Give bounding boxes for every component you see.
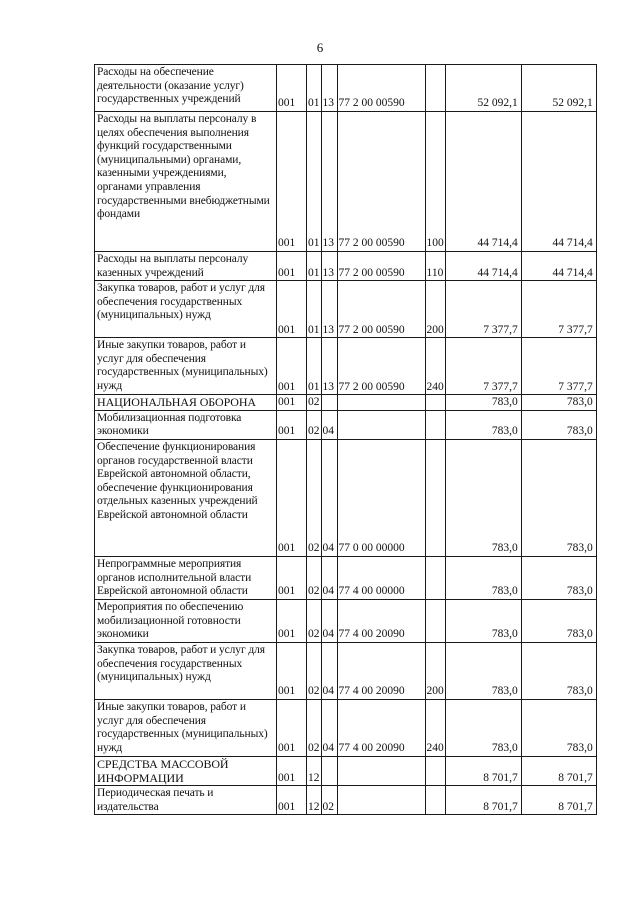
row-ministry-code-cell: 001 <box>277 395 307 411</box>
row-section-code-cell: 01 <box>307 281 322 338</box>
row-subsection-code-cell: 04 <box>321 699 337 756</box>
row-amount-year1-cell: 783,0 <box>445 410 521 439</box>
row-section-code-cell: 01 <box>307 338 322 395</box>
row-subsection-code-cell: 13 <box>321 65 337 112</box>
row-subsection-code-cell: 13 <box>321 112 337 252</box>
row-subsection-code-cell <box>321 756 337 785</box>
row-amount-year2-cell: 783,0 <box>521 439 596 556</box>
table-row <box>95 410 597 439</box>
row-amount-year1-cell: 7 377,7 <box>445 281 521 338</box>
table-row <box>95 65 597 112</box>
table-row <box>95 338 597 395</box>
row-expense-type-cell <box>425 599 445 642</box>
table-row <box>95 281 597 338</box>
row-target-article-cell <box>337 756 425 785</box>
row-amount-year2-cell: 44 714,4 <box>521 112 596 252</box>
row-subsection-code-cell: 04 <box>321 410 337 439</box>
row-amount-year1-cell: 44 714,4 <box>445 112 521 252</box>
row-target-article-cell: 77 0 00 00000 <box>337 439 425 556</box>
row-name-cell: Мероприятия по обеспечению мобилизационной готовности экономики <box>95 599 277 642</box>
row-expense-type-cell <box>425 439 445 556</box>
row-ministry-code-cell: 001 <box>277 65 307 112</box>
row-ministry-code-cell: 001 <box>277 699 307 756</box>
budget-table <box>94 64 597 815</box>
row-amount-year2-cell: 783,0 <box>521 410 596 439</box>
table-row <box>95 556 597 599</box>
row-ministry-code-cell: 001 <box>277 786 307 815</box>
row-amount-year2-cell: 783,0 <box>521 699 596 756</box>
row-ministry-code-cell: 001 <box>277 556 307 599</box>
row-name-cell: СРЕДСТВА МАССОВОЙ ИНФОРМАЦИИ <box>95 756 277 785</box>
row-ministry-code-cell: 001 <box>277 281 307 338</box>
row-target-article-cell: 77 2 00 00590 <box>337 338 425 395</box>
row-expense-type-cell <box>425 556 445 599</box>
table-row <box>95 439 597 556</box>
row-ministry-code-cell: 001 <box>277 756 307 785</box>
row-section-code-cell: 02 <box>307 395 322 411</box>
row-amount-year1-cell: 8 701,7 <box>445 786 521 815</box>
row-expense-type-cell <box>425 65 445 112</box>
row-name-cell: Закупка товаров, работ и услуг для обеспечения государственных (муниципальных) нужд <box>95 281 277 338</box>
row-target-article-cell <box>337 786 425 815</box>
row-ministry-code-cell: 001 <box>277 252 307 281</box>
row-subsection-code-cell: 04 <box>321 642 337 699</box>
row-ministry-code-cell: 001 <box>277 112 307 252</box>
row-target-article-cell: 77 4 00 20090 <box>337 699 425 756</box>
row-amount-year1-cell: 8 701,7 <box>445 756 521 785</box>
row-ministry-code-cell: 001 <box>277 642 307 699</box>
table-row <box>95 599 597 642</box>
row-expense-type-cell: 200 <box>425 642 445 699</box>
row-expense-type-cell <box>425 395 445 411</box>
row-subsection-code-cell: 02 <box>321 786 337 815</box>
row-name-cell: Обеспечение функционирования органов государственной власти Еврейской автономной области, обеспечение функционирования отдельных казенных учреждений Еврейской автономной области <box>95 439 277 556</box>
table-row <box>95 112 597 252</box>
row-amount-year1-cell: 783,0 <box>445 395 521 411</box>
row-name-cell: Иные закупки товаров, работ и услуг для обеспечения государственных (муниципальных) нужд <box>95 338 277 395</box>
row-expense-type-cell <box>425 786 445 815</box>
table-row <box>95 699 597 756</box>
row-name-cell: Закупка товаров, работ и услуг для обеспечения государственных (муниципальных) нужд <box>95 642 277 699</box>
row-target-article-cell: 77 2 00 00590 <box>337 65 425 112</box>
table-row <box>95 252 597 281</box>
row-subsection-code-cell: 13 <box>321 281 337 338</box>
row-subsection-code-cell: 04 <box>321 556 337 599</box>
row-ministry-code-cell: 001 <box>277 599 307 642</box>
row-section-code-cell: 02 <box>307 599 322 642</box>
row-expense-type-cell <box>425 756 445 785</box>
row-ministry-code-cell: 001 <box>277 439 307 556</box>
row-subsection-code-cell: 13 <box>321 252 337 281</box>
row-ministry-code-cell: 001 <box>277 410 307 439</box>
row-amount-year1-cell: 783,0 <box>445 599 521 642</box>
row-expense-type-cell: 240 <box>425 338 445 395</box>
row-name-cell: Мобилизационная подготовка экономики <box>95 410 277 439</box>
row-amount-year2-cell: 8 701,7 <box>521 786 596 815</box>
row-section-code-cell: 01 <box>307 112 322 252</box>
row-expense-type-cell <box>425 410 445 439</box>
page-number: 6 <box>316 40 324 55</box>
table-row <box>95 395 597 411</box>
row-amount-year2-cell: 783,0 <box>521 556 596 599</box>
row-amount-year1-cell: 783,0 <box>445 439 521 556</box>
row-name-cell: Непрограммные мероприятия органов исполнительной власти Еврейской автономной области <box>95 556 277 599</box>
row-name-cell: Расходы на обеспечение деятельности (оказание услуг) государственных учреждений <box>95 65 277 112</box>
row-amount-year2-cell: 44 714,4 <box>521 252 596 281</box>
row-section-code-cell: 02 <box>307 439 322 556</box>
table-row <box>95 756 597 785</box>
row-section-code-cell: 02 <box>307 410 322 439</box>
row-target-article-cell: 77 2 00 00590 <box>337 252 425 281</box>
row-amount-year1-cell: 783,0 <box>445 556 521 599</box>
row-amount-year2-cell: 7 377,7 <box>521 338 596 395</box>
row-section-code-cell: 02 <box>307 556 322 599</box>
row-subsection-code-cell <box>321 395 337 411</box>
row-subsection-code-cell: 13 <box>321 338 337 395</box>
row-amount-year1-cell: 7 377,7 <box>445 338 521 395</box>
row-amount-year2-cell: 7 377,7 <box>521 281 596 338</box>
table-body <box>95 65 597 815</box>
row-name-cell: Расходы на выплаты персоналу в целях обеспечения выполнения функций государственными (муниципальными) органами, казенными учреждениями, органами управления государственными внебюджетными фондами <box>95 112 277 252</box>
row-target-article-cell: 77 2 00 00590 <box>337 112 425 252</box>
row-amount-year1-cell: 783,0 <box>445 642 521 699</box>
row-amount-year2-cell: 52 092,1 <box>521 65 596 112</box>
row-name-cell: Расходы на выплаты персоналу казенных учреждений <box>95 252 277 281</box>
row-amount-year1-cell: 44 714,4 <box>445 252 521 281</box>
row-name-cell: Иные закупки товаров, работ и услуг для обеспечения государственных (муниципальных) нужд <box>95 699 277 756</box>
row-name-cell: Периодическая печать и издательства <box>95 786 277 815</box>
table-row <box>95 786 597 815</box>
row-amount-year2-cell: 783,0 <box>521 642 596 699</box>
row-expense-type-cell: 200 <box>425 281 445 338</box>
row-target-article-cell: 77 2 00 00590 <box>337 281 425 338</box>
row-section-code-cell: 12 <box>307 786 322 815</box>
row-target-article-cell: 77 4 00 00000 <box>337 556 425 599</box>
row-subsection-code-cell: 04 <box>321 599 337 642</box>
row-expense-type-cell: 240 <box>425 699 445 756</box>
row-section-code-cell: 01 <box>307 252 322 281</box>
row-section-code-cell: 01 <box>307 65 322 112</box>
row-expense-type-cell: 110 <box>425 252 445 281</box>
row-target-article-cell <box>337 410 425 439</box>
row-name-cell: НАЦИОНАЛЬНАЯ ОБОРОНА <box>95 395 277 411</box>
row-section-code-cell: 02 <box>307 642 322 699</box>
row-section-code-cell: 02 <box>307 699 322 756</box>
row-target-article-cell: 77 4 00 20090 <box>337 642 425 699</box>
row-target-article-cell <box>337 395 425 411</box>
row-amount-year2-cell: 783,0 <box>521 599 596 642</box>
row-amount-year2-cell: 783,0 <box>521 395 596 411</box>
row-subsection-code-cell: 04 <box>321 439 337 556</box>
row-section-code-cell: 12 <box>307 756 322 785</box>
row-target-article-cell: 77 4 00 20090 <box>337 599 425 642</box>
row-amount-year1-cell: 783,0 <box>445 699 521 756</box>
row-amount-year2-cell: 8 701,7 <box>521 756 596 785</box>
row-expense-type-cell: 100 <box>425 112 445 252</box>
row-amount-year1-cell: 52 092,1 <box>445 65 521 112</box>
row-ministry-code-cell: 001 <box>277 338 307 395</box>
table-row <box>95 642 597 699</box>
